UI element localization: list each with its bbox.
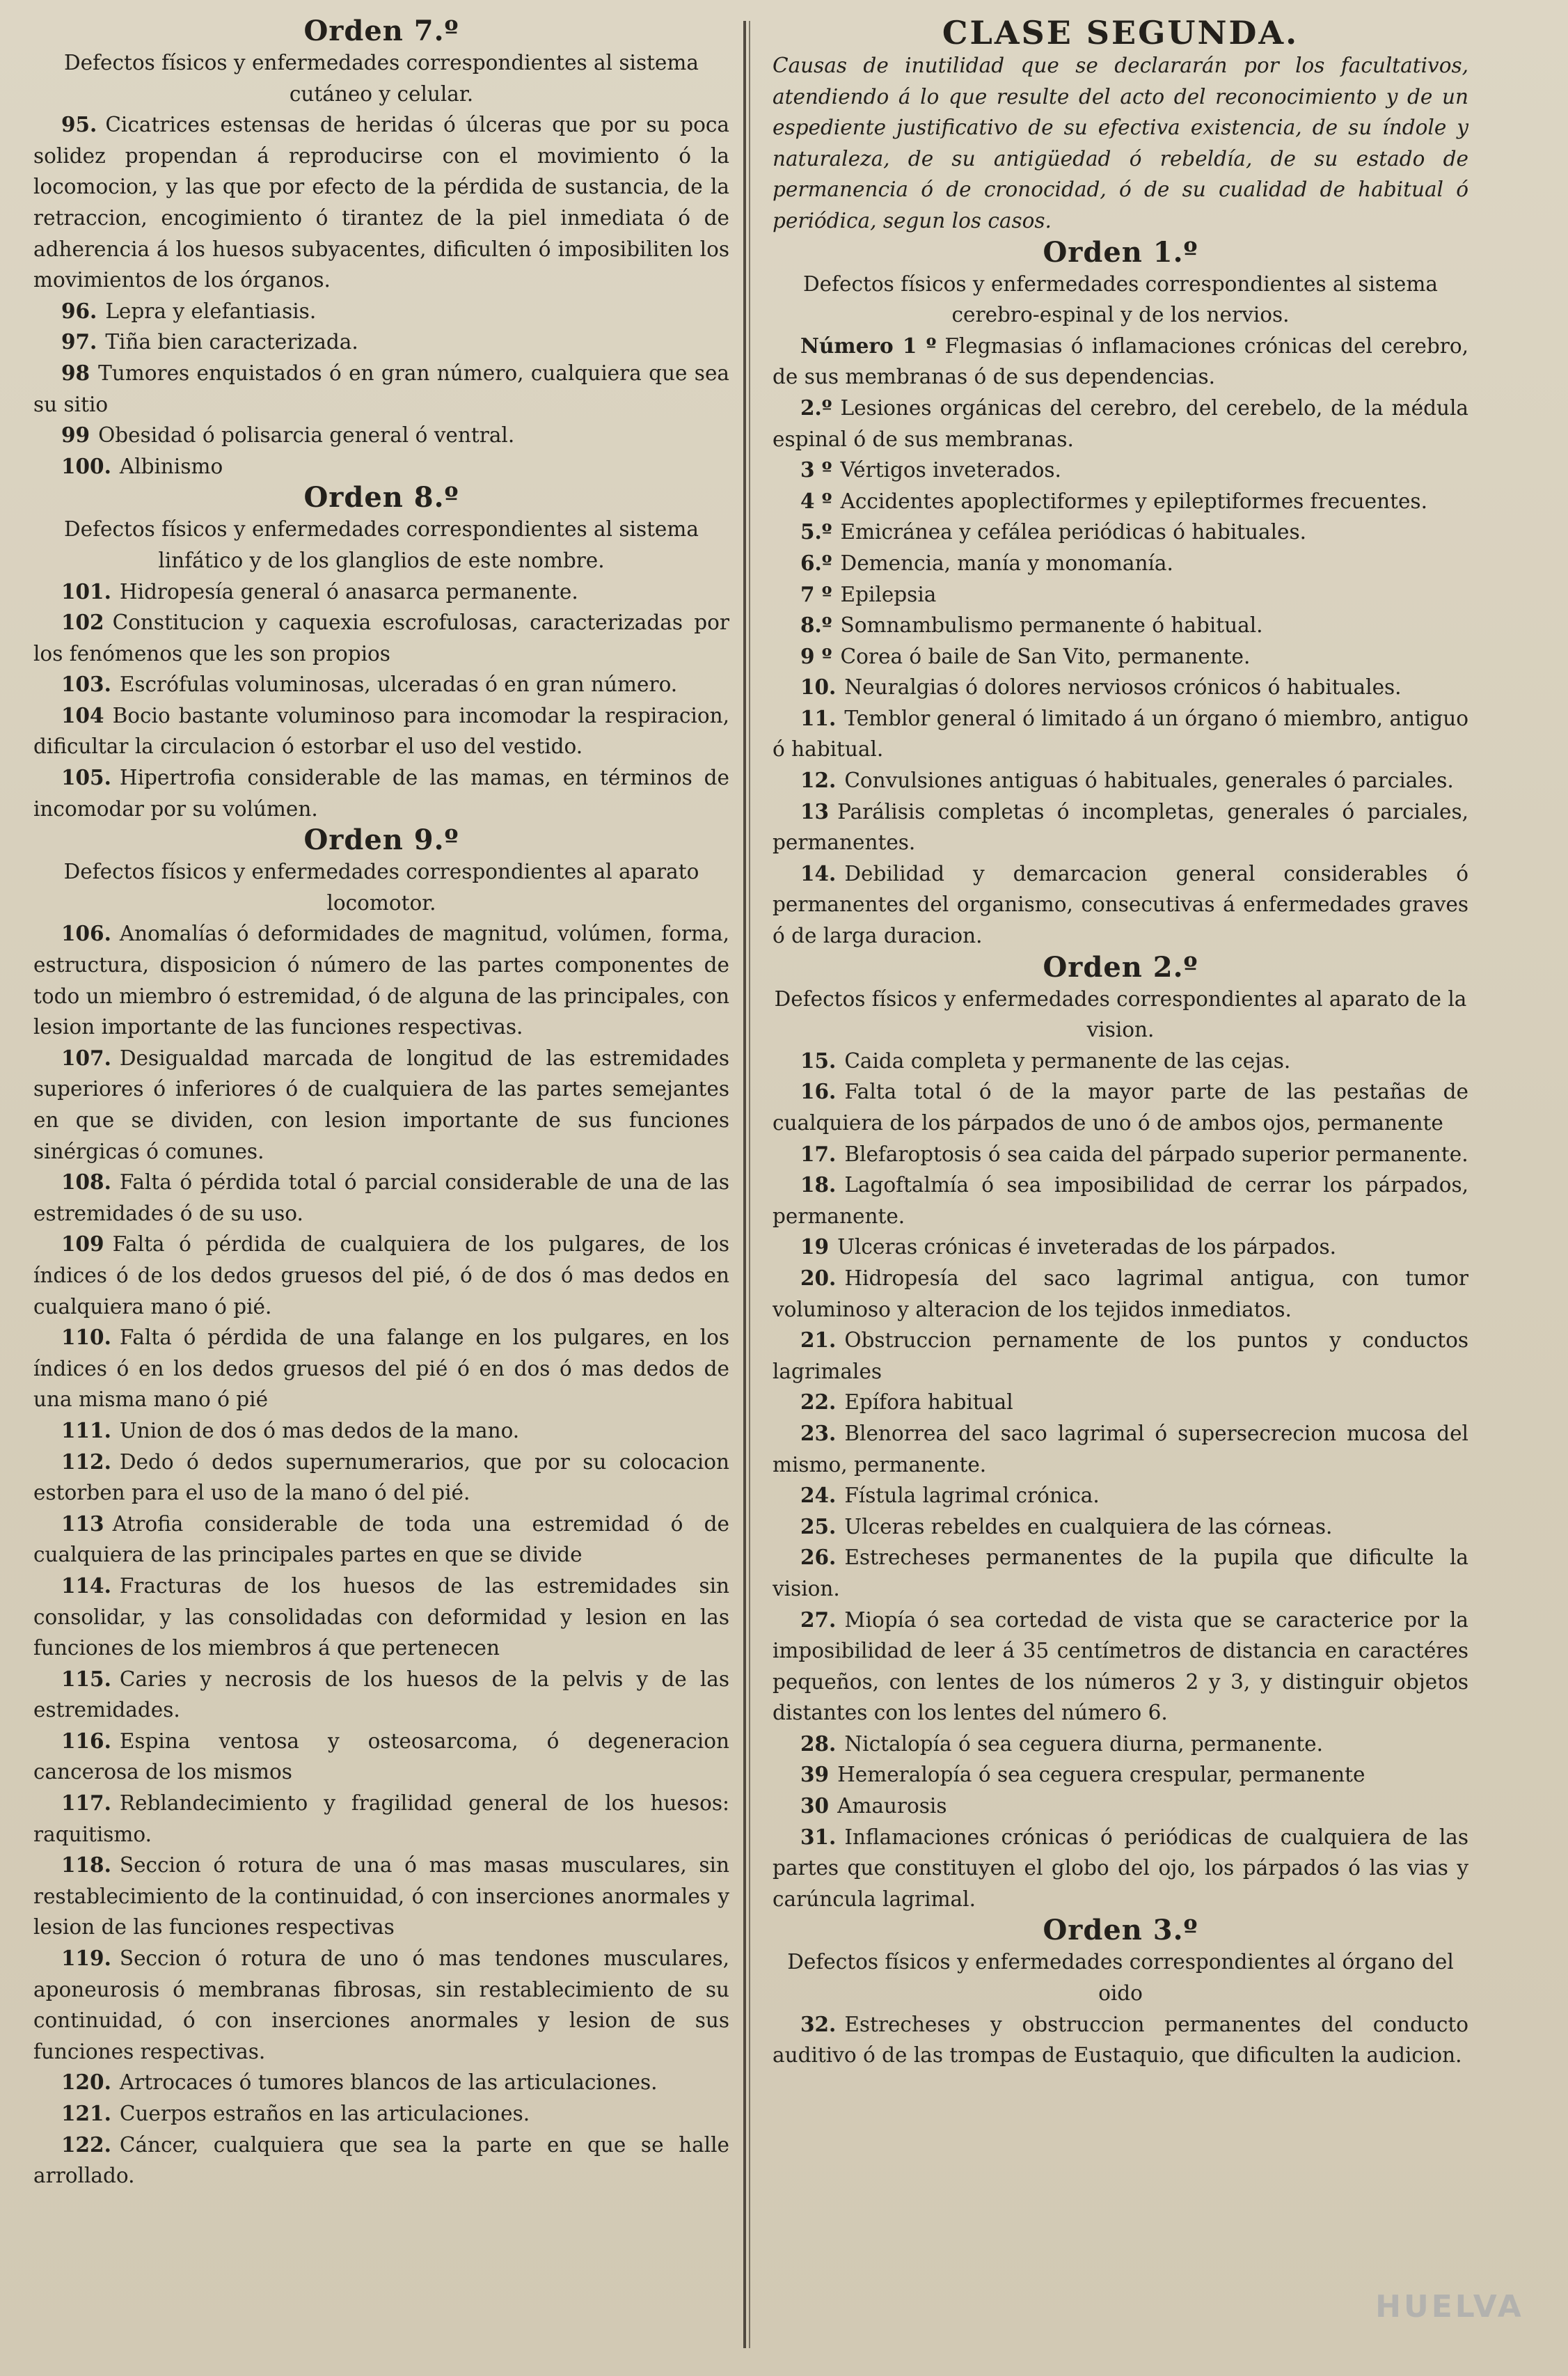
item-text: Hemeralopía ó sea ceguera crespular, permanente — [837, 1763, 1365, 1787]
item-number: 115. — [61, 1666, 111, 1691]
orden-heading: Orden 2.º — [1043, 950, 1198, 984]
item-number: 100. — [61, 453, 111, 478]
item-text: Bocio bastante voluminoso para incomodar la respiracion, dificultar la circulacion ó estorbar el uso del vestido. — [33, 703, 729, 759]
list-item — [773, 1822, 1468, 1915]
item-number: 39 — [800, 1762, 830, 1787]
item-number: 15. — [800, 1048, 837, 1073]
list-item — [33, 420, 729, 451]
list-item — [33, 1509, 729, 1571]
item-number: 118. — [61, 1852, 111, 1878]
list-item — [773, 455, 1468, 486]
item-text: Vértigos inveterados. — [840, 458, 1061, 482]
item-text: Dedo ó dedos supernumerarios, que por su colocacion estorben para el uso de la mano ó del pié. — [33, 1449, 729, 1505]
item-text: Falta total ó de la mayor parte de las pestañas de cualquiera de los párpados de uno ó de ambos ojos, permanente — [773, 1080, 1468, 1135]
item-text: Ulceras crónicas é inveteradas de los párpados. — [837, 1235, 1337, 1259]
item-text: Demencia, manía y monomanía. — [840, 551, 1173, 575]
orden-subtitle: Defectos físicos y enfermedades correspondientes al órgano del oido — [787, 1950, 1454, 2006]
item-text: Miopía ó sea cortedad de vista que se caracterice por la imposibilidad de leer á 35 centímetros de distancia en caractéres pequeños, con lentes de los números 2 y 3, y distinguir objetos distantes con los lentes del número 6. — [773, 1607, 1468, 1725]
item-text: Hidropesía general ó anasarca permanente. — [119, 579, 578, 604]
item-number: 120. — [61, 2070, 111, 2095]
item-number: 14. — [800, 860, 837, 886]
list-item — [773, 1511, 1468, 1543]
item-number: 28. — [800, 1731, 837, 1756]
item-text: Union de dos ó mas dedos de la mano. — [119, 1418, 520, 1442]
right-column — [773, 15, 1468, 2362]
item-text: Obstruccion pernamente de los puntos y conductos lagrimales — [773, 1328, 1468, 1383]
item-number: 107. — [61, 1045, 111, 1070]
left-column — [33, 15, 729, 2362]
list-item — [773, 1076, 1468, 1138]
item-text: Estrecheses permanentes de la pupila que dificulte la vision. — [773, 1545, 1468, 1600]
list-item — [33, 576, 729, 608]
item-text: Artrocaces ó tumores blancos de las articulaciones. — [119, 2070, 658, 2095]
column-divider — [743, 21, 746, 2348]
list-item — [773, 486, 1468, 517]
item-number: 110. — [61, 1325, 111, 1350]
item-text: Espina ventosa y osteosarcoma, ó degeneracion cancerosa de los mismos — [33, 1729, 729, 1784]
list-item — [773, 641, 1468, 672]
orden-subtitle: Defectos físicos y enfermedades correspondientes al sistema cutáneo y celular. — [64, 51, 699, 106]
item-number: 26. — [800, 1545, 837, 1570]
list-item — [33, 451, 729, 482]
list-item — [773, 1325, 1468, 1387]
item-number: 21. — [800, 1328, 837, 1353]
item-text: Fracturas de los huesos de las estremidades sin consolidar, y las consolidadas con deformidad y lesion en las funciones de los miembros á que pertenecen — [33, 1573, 729, 1660]
list-item — [773, 1729, 1468, 1760]
item-text: Convulsiones antiguas ó habituales, generales ó parciales. — [844, 769, 1454, 793]
orden-heading: Orden 7.º — [303, 15, 459, 47]
item-text: Constitucion y caquexia escrofulosas, caracterizadas por los fenómenos que les son propios — [33, 611, 729, 666]
item-number: 4 º — [800, 488, 832, 513]
orden-heading: Orden 3.º — [1043, 1914, 1198, 1947]
item-number: Número 1 º — [800, 333, 937, 358]
item-number: 7 º — [800, 581, 832, 606]
item-number: 3 º — [800, 457, 832, 482]
list-item — [33, 1850, 729, 1943]
item-number: 102 — [61, 610, 104, 635]
list-item — [33, 2098, 729, 2130]
list-item — [33, 1322, 729, 1415]
item-text: Corea ó baile de San Vito, permanente. — [840, 644, 1251, 668]
list-item — [33, 2130, 729, 2192]
clase-intro: Causas de inutilidad que se declararán por los facultativos, atendiendo á lo que resulte del acto del reconocimiento y de un espediente justificativo de su efectiva existencia, de su índole y naturaleza, de su antigüedad ó rebeldía, de su estado de permanencia ó de cronocidad, ó de su cualidad de habitual ó periódica, segun los casos. — [773, 54, 1468, 233]
list-item — [33, 762, 729, 824]
item-number: 16. — [800, 1079, 837, 1104]
item-number: 20. — [800, 1265, 837, 1290]
list-item — [33, 669, 729, 700]
item-list — [773, 2009, 1468, 2071]
list-item — [33, 1447, 729, 1509]
item-text: Desigualdad marcada de longitud de las estremidades superiores ó inferiores ó de cualquiera de las partes semejantes en que se dividen, con lesion importante de sus funciones sinérgicas ó comunes. — [33, 1046, 729, 1163]
item-number: 97. — [61, 329, 97, 354]
item-list — [773, 1046, 1468, 1915]
item-text: Inflamaciones crónicas ó periódicas de cualquiera de las partes que constituyen el globo del ojo, los párpados ó las vias y carúncula lagrimal. — [773, 1825, 1468, 1911]
item-text: Cuerpos estraños en las articulaciones. — [119, 2102, 530, 2125]
item-number: 10. — [800, 675, 837, 700]
item-number: 117. — [61, 1791, 111, 1816]
item-text: Falta ó pérdida de una falange en los pulgares, en los índices ó en los dedos gruesos del pié ó en dos ó mas dedos de una misma mano ó pié — [33, 1325, 729, 1412]
list-item — [773, 331, 1468, 393]
item-number: 31. — [800, 1824, 837, 1849]
item-number: 112. — [61, 1449, 111, 1474]
item-text: Cáncer, cualquiera que sea la parte en que se halle arrollado. — [33, 2132, 729, 2188]
item-number: 109 — [61, 1232, 104, 1257]
item-text: Caries y necrosis de los huesos de la pelvis y de las estremidades. — [33, 1667, 729, 1722]
item-number: 27. — [800, 1607, 837, 1632]
list-item — [773, 1263, 1468, 1325]
list-item — [33, 1415, 729, 1447]
item-number: 111. — [61, 1417, 111, 1442]
item-text: Flegmasias ó inflamaciones crónicas del cerebro, de sus membranas ó de sus dependencias. — [773, 333, 1468, 389]
item-text: Obesidad ó polisarcia general ó ventral. — [98, 423, 515, 448]
list-item — [773, 672, 1468, 703]
clase-heading: CLASE SEGUNDA. — [942, 15, 1299, 52]
item-list — [33, 576, 729, 825]
item-text: Lesiones orgánicas del cerebro, del cerebelo, de la médula espinal ó de sus membranas. — [773, 395, 1468, 451]
list-item — [773, 703, 1468, 765]
list-item — [33, 700, 729, 762]
item-number: 11. — [800, 705, 837, 730]
list-item — [33, 1043, 729, 1167]
item-number: 22. — [800, 1390, 837, 1415]
item-text: Accidentes apoplectiformes y epileptiformes frecuentes. — [840, 489, 1427, 513]
orden-subtitle: Defectos físicos y enfermedades correspondientes al sistema cerebro-espinal y de los nervios. — [803, 272, 1438, 327]
item-number: 2.º — [800, 395, 832, 420]
list-item — [33, 1571, 729, 1664]
item-text: Nictalopía ó sea ceguera diurna, permanente. — [844, 1731, 1324, 1756]
column-divider-thin — [749, 21, 750, 2348]
item-text: Lepra y elefantiasis. — [105, 299, 317, 323]
item-number: 122. — [61, 2132, 111, 2157]
list-item — [773, 2009, 1468, 2071]
item-number: 30 — [800, 1793, 830, 1818]
item-text: Atrofia considerable de toda una estremidad ó de cualquiera de las principales partes en que se divide — [33, 1511, 729, 1567]
list-item — [773, 1387, 1468, 1418]
item-text: Ulceras rebeldes en cualquiera de las córneas. — [844, 1514, 1333, 1539]
list-item — [33, 109, 729, 296]
item-number: 105. — [61, 765, 111, 790]
list-item — [33, 607, 729, 669]
item-number: 121. — [61, 2101, 111, 2125]
item-text: Tiña bien caracterizada. — [105, 330, 358, 354]
item-number: 96. — [61, 298, 97, 323]
orden-heading: Orden 9.º — [303, 824, 459, 857]
item-number: 103. — [61, 672, 111, 697]
item-text: Hipertrofia considerable de las mamas, en términos de incomodar por su volúmen. — [33, 766, 729, 821]
item-text: Tumores enquistados ó en gran número, cualquiera que sea su sitio — [33, 361, 729, 416]
orden-heading: Orden 8.º — [303, 481, 459, 514]
orden-subtitle: Defectos físicos y enfermedades correspondientes al aparato locomotor. — [63, 860, 699, 915]
item-text: Somnambulismo permanente ó habitual. — [840, 613, 1263, 638]
list-item — [773, 517, 1468, 548]
list-item — [773, 858, 1468, 952]
list-item — [773, 393, 1468, 455]
item-number: 104 — [61, 702, 104, 727]
list-item — [33, 358, 729, 420]
item-number: 113 — [61, 1511, 104, 1536]
list-item — [773, 1605, 1468, 1729]
list-item — [773, 1170, 1468, 1232]
item-text: Amaurosis — [837, 1794, 947, 1818]
item-text: Estrecheses y obstruccion permanentes del conducto auditivo ó de las trompas de Eustaquio, que dificulten la audicion. — [773, 2012, 1468, 2068]
list-item — [773, 796, 1468, 858]
item-text: Lagoftalmía ó sea imposibilidad de cerrar los párpados, permanente. — [773, 1173, 1468, 1228]
orden-subtitle: Defectos físicos y enfermedades correspondientes al aparato de la vision. — [774, 986, 1467, 1042]
item-text: Hidropesía del saco lagrimal antigua, con tumor voluminoso y alteracion de los tejidos inmediatos. — [773, 1266, 1468, 1321]
list-item — [773, 1418, 1468, 1480]
list-item — [773, 579, 1468, 611]
orden-subtitle: Defectos físicos y enfermedades correspondientes al sistema linfático y de los glanglios de este nombre. — [64, 517, 699, 572]
list-item — [773, 765, 1468, 796]
item-text: Caida completa y permanente de las cejas. — [844, 1048, 1291, 1073]
item-text: Temblor general ó limitado á un órgano ó miembro, antiguo ó habitual. — [773, 706, 1468, 762]
list-item — [773, 1759, 1468, 1791]
item-list — [773, 331, 1468, 952]
item-text: Neuralgias ó dolores nerviosos crónicos ó habituales. — [844, 675, 1402, 700]
item-list — [33, 918, 729, 2191]
list-item — [33, 1167, 729, 1229]
list-item — [33, 326, 729, 358]
item-text: Falta ó pérdida de cualquiera de los pulgares, de los índices ó de los dedos gruesos del pié, ó de dos ó mas dedos en cualquiera mano ó pié. — [33, 1232, 729, 1319]
item-number: 23. — [800, 1420, 837, 1445]
item-number: 32. — [800, 2011, 837, 2036]
item-number: 98 — [61, 360, 90, 385]
list-item — [773, 1542, 1468, 1604]
item-text: Debilidad y demarcacion general considerables ó permanentes del organismo, consecutivas á enfermedades graves ó de larga duracion. — [773, 861, 1468, 948]
list-item — [773, 1791, 1468, 1822]
item-number: 106. — [61, 921, 111, 946]
item-text: Escrófulas voluminosas, ulceradas ó en gran número. — [119, 672, 678, 697]
item-number: 114. — [61, 1573, 111, 1598]
item-number: 119. — [61, 1946, 111, 1971]
item-number: 9 º — [800, 643, 832, 668]
item-number: 6.º — [800, 550, 832, 575]
list-item — [33, 1726, 729, 1788]
item-text: Reblandecimiento y fragilidad general de los huesos: raquitismo. — [33, 1791, 729, 1846]
item-number: 13 — [800, 798, 830, 824]
item-number: 99 — [61, 423, 90, 448]
item-text: Albinismo — [119, 454, 223, 478]
item-text: Seccion ó rotura de una ó mas masas musculares, sin restablecimiento de la continuidad, ó con inserciones anormales y lesion de las funciones respectivas — [33, 1853, 729, 1940]
list-item — [33, 1229, 729, 1322]
orden-heading: Orden 1.º — [1043, 235, 1198, 269]
item-text: Parálisis completas ó incompletas, generales ó parciales, permanentes. — [773, 799, 1468, 855]
item-text: Blefaroptosis ó sea caida del párpado superior permanente. — [844, 1142, 1468, 1166]
list-item — [33, 918, 729, 1042]
item-number: 12. — [800, 768, 837, 793]
item-text: Blenorrea del saco lagrimal ó supersecrecion mucosa del mismo, permanente. — [773, 1421, 1468, 1477]
item-text: Falta ó pérdida total ó parcial considerable de una de las estremidades ó de su uso. — [33, 1170, 729, 1225]
list-item — [33, 1664, 729, 1726]
item-number: 24. — [800, 1483, 837, 1508]
list-item — [33, 1943, 729, 2067]
archive-watermark: HUELVA — [1375, 2288, 1524, 2324]
item-text: Fístula lagrimal crónica. — [844, 1484, 1100, 1508]
list-item — [773, 1046, 1468, 1077]
list-item — [33, 2067, 729, 2098]
item-text: Emicránea y cefálea periódicas ó habituales. — [840, 520, 1306, 544]
item-number: 95. — [61, 112, 97, 137]
item-number: 17. — [800, 1141, 837, 1166]
item-text: Epilepsia — [840, 582, 937, 606]
list-item — [773, 1232, 1468, 1263]
list-item — [33, 296, 729, 327]
item-number: 8.º — [800, 613, 832, 638]
list-item — [33, 1788, 729, 1850]
item-list — [33, 109, 729, 482]
item-number: 19 — [800, 1234, 830, 1259]
item-text: Anomalías ó deformidades de magnitud, volúmen, forma, estructura, disposicion ó número de las partes componentes de todo un miembro ó estremidad, ó de alguna de las principales, con lesion importante de las funciones respectivas. — [33, 922, 729, 1039]
item-number: 5.º — [800, 519, 832, 544]
item-number: 18. — [800, 1172, 837, 1197]
item-text: Seccion ó rotura de uno ó mas tendones musculares, aponeurosis ó membranas fibrosas, sin restablecimiento de su continuidad, ó con inserciones anormales y lesion de sus funciones respectivas. — [33, 1946, 729, 2063]
list-item — [773, 610, 1468, 641]
item-number: 116. — [61, 1728, 111, 1753]
item-number: 108. — [61, 1170, 111, 1195]
item-number: 25. — [800, 1513, 837, 1539]
list-item — [773, 1139, 1468, 1170]
item-number: 101. — [61, 579, 111, 604]
item-text: Epífora habitual — [844, 1390, 1013, 1415]
item-text: Cicatrices estensas de heridas ó úlceras que por su poca solidez propendan á reproducirse con el movimiento ó la locomocion, y las que por efecto de la pérdida de sustancia, de la retraccion, encogimiento ó tirantez de la piel inmediata ó de adherencia á los huesos subyacentes, dificulten ó imposibiliten los movimientos de los órganos. — [33, 113, 729, 292]
list-item — [773, 1480, 1468, 1511]
list-item — [773, 548, 1468, 579]
